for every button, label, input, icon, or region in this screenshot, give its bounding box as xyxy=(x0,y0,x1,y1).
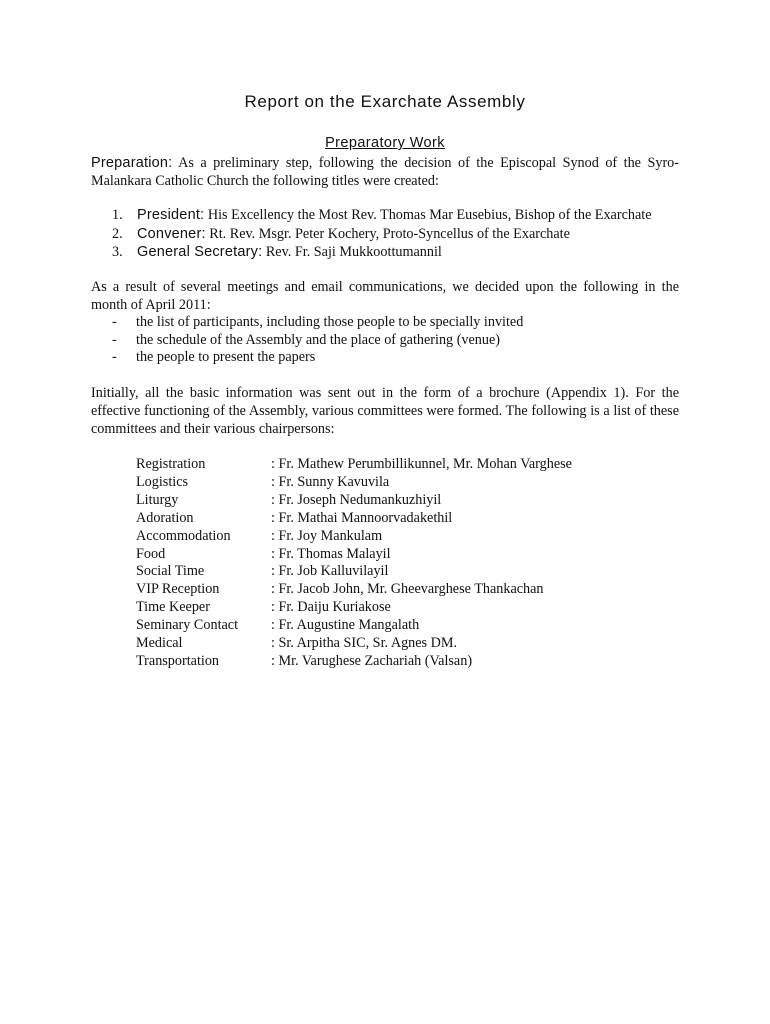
committee-name: Logistics xyxy=(136,473,189,490)
committee-name: Seminary Contact xyxy=(136,617,239,634)
committee-chair: : Fr. Joy Mankulam xyxy=(271,527,383,544)
committee-name: Liturgy xyxy=(136,491,179,508)
preparation-text: As a preliminary step, following the decision of the Episcopal Synod of the Syro-Malankara Catholic Church the following titles were created: xyxy=(91,155,679,189)
tasks-list xyxy=(112,314,523,367)
dash-bullet: - xyxy=(112,314,117,330)
committee-row xyxy=(136,581,572,599)
committee-chair: : Fr. Augustine Mangalath xyxy=(271,617,420,634)
committee-row xyxy=(136,617,572,635)
committee-chair: : Fr. Mathew Perumbillikunnel, Mr. Mohan Varghese xyxy=(271,456,572,472)
title-text: Rt. Rev. Msgr. Peter Kochery, Proto-Syncellus of the Exarchate xyxy=(205,225,570,242)
dash-bullet: - xyxy=(112,349,117,365)
committee-name: VIP Reception xyxy=(136,581,220,598)
committee-row xyxy=(136,563,572,581)
committee-name: Registration xyxy=(136,456,206,472)
title-text: Rev. Fr. Saji Mukkoottumannil xyxy=(262,244,442,260)
task-text: the schedule of the Assembly and the place of gathering (venue) xyxy=(136,331,501,348)
task-text: the list of participants, including those people to be specially invited xyxy=(136,314,524,330)
preparation-label: Preparation: xyxy=(91,155,173,171)
committee-row xyxy=(136,635,572,653)
committee-chair: : Fr. Joseph Nedumankuzhiyil xyxy=(271,491,442,508)
committee-row xyxy=(136,653,572,671)
committee-chair: : Fr. Daiju Kuriakose xyxy=(271,599,391,616)
committee-name: Medical xyxy=(136,635,183,652)
title-item xyxy=(112,225,652,244)
page-title: Report on the Exarchate Assembly xyxy=(244,92,526,111)
committee-row xyxy=(136,456,572,474)
committees-intro-paragraph: Initially, all the basic information was sent out in the form of a brochure (Appendix 1). For the effective functioning of the Assembly, various committees were formed. The following is a list of these committees and their various chairpersons: xyxy=(91,385,679,437)
committee-name: Social Time xyxy=(136,563,205,580)
committee-name: Transportation xyxy=(136,652,220,669)
committee-chair: : Mr. Varughese Zachariah (Valsan) xyxy=(271,652,473,669)
committee-row xyxy=(136,546,572,564)
item-number: 2. xyxy=(112,225,123,242)
committee-row xyxy=(136,528,572,546)
committee-row xyxy=(136,474,572,492)
committee-row xyxy=(136,492,572,510)
task-item xyxy=(112,332,523,350)
committee-chair: : Fr. Job Kalluvilayil xyxy=(271,563,389,580)
section-heading: Preparatory Work xyxy=(325,135,445,151)
committee-chair: : Fr. Thomas Malayil xyxy=(271,545,391,562)
committee-name: Adoration xyxy=(136,509,194,526)
title-item xyxy=(112,206,652,225)
titles-list xyxy=(112,206,652,262)
title-item xyxy=(112,243,652,262)
item-number: 1. xyxy=(112,207,123,223)
title-label: President: xyxy=(137,207,205,223)
dash-bullet: - xyxy=(112,331,117,348)
preparation-paragraph xyxy=(91,154,679,190)
task-item xyxy=(112,349,523,367)
task-text: the people to present the papers xyxy=(136,349,316,365)
committee-row xyxy=(136,510,572,528)
meetings-paragraph: As a result of several meetings and email communications, we decided upon the following in the month of April 2011: xyxy=(91,279,679,313)
item-number: 3. xyxy=(112,244,123,260)
committees-table xyxy=(136,456,572,671)
committee-name: Time Keeper xyxy=(136,599,210,616)
title-label: Convener: xyxy=(137,225,206,242)
title-text: His Excellency the Most Rev. Thomas Mar Eusebius, Bishop of the Exarchate xyxy=(204,207,652,223)
committee-chair: : Sr. Arpitha SIC, Sr. Agnes DM. xyxy=(271,635,458,652)
committee-name: Accommodation xyxy=(136,527,231,544)
task-item xyxy=(112,314,523,332)
title-label: General Secretary: xyxy=(137,244,263,260)
committee-chair: : Fr. Jacob John, Mr. Gheevarghese Thankachan xyxy=(271,581,544,598)
committee-chair: : Fr. Mathai Mannoorvadakethil xyxy=(271,509,453,526)
committee-chair: : Fr. Sunny Kavuvila xyxy=(271,473,390,490)
committee-name: Food xyxy=(136,545,166,562)
committee-row xyxy=(136,599,572,617)
